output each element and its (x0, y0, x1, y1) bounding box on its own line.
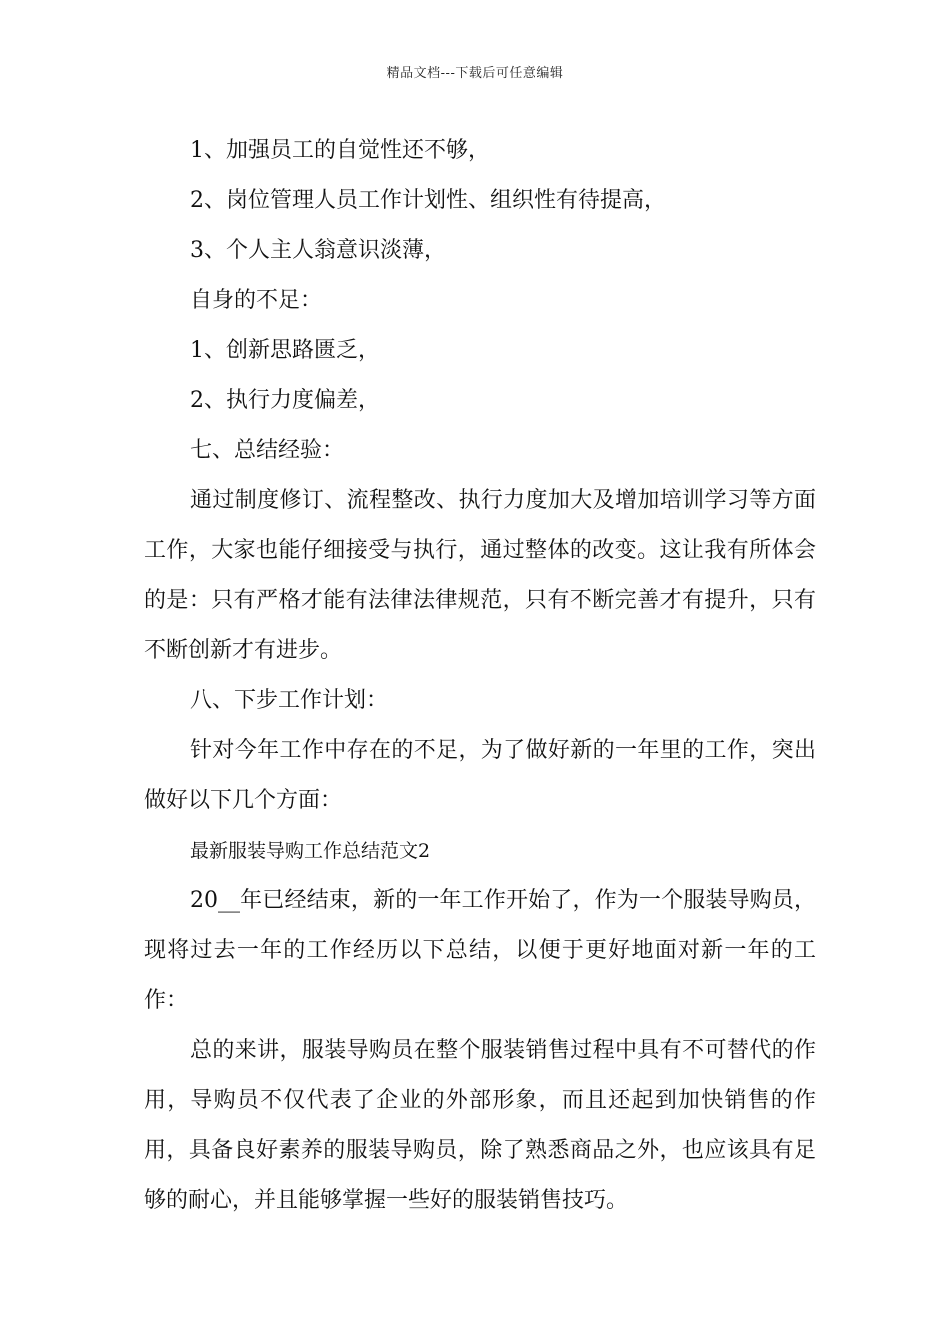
paragraph-weakness-3: 3、个人主人翁意识淡薄， (190, 238, 446, 263)
paragraph-experience: 通过制度修订、流程整改、执行力度加大及增加培训学习等方面工作，大家也能仔细接受与执行，通过整体的改变。这让我有所体会的是：只有严格才能有法律法律规范，只有不断完善才有提升，只有不断创新才有进步。 (144, 488, 816, 663)
paragraph-shortcoming-2: 2、执行力度偏差， (190, 388, 380, 413)
article-title-2: 最新服装导购工作总结范文2 (190, 840, 431, 862)
paragraph-weakness-1: 1、加强员工的自觉性还不够， (190, 138, 490, 163)
paragraph-intro: 20__年已经结束，新的一年工作开始了，作为一个服装导购员，现将过去一年的工作经历以下总结，以便于更好地面对新一年的工作： (144, 888, 816, 1013)
document-body (144, 126, 816, 1226)
paragraph-shortcoming-1: 1、创新思路匮乏， (190, 338, 380, 363)
section-heading-next-plan: 八、下步工作计划： (190, 688, 389, 713)
page-header: 精品文档---下载后可任意编辑 (386, 66, 564, 81)
section-heading-experience: 七、总结经验： (190, 438, 345, 463)
paragraph-weakness-2: 2、岗位管理人员工作计划性、组织性有待提高， (190, 188, 666, 213)
paragraph-next-plan: 针对今年工作中存在的不足，为了做好新的一年里的工作，突出做好以下几个方面： (144, 738, 816, 813)
paragraph-self-shortcomings-heading: 自身的不足： (190, 288, 323, 313)
paragraph-summary: 总的来讲，服装导购员在整个服装销售过程中具有不可替代的作用，导购员不仅代表了企业的外部形象，而且还起到加快销售的作用，具备良好素养的服装导购员，除了熟悉商品之外，也应该具有足够的耐心，并且能够掌握一些好的服装销售技巧。 (144, 1038, 816, 1213)
